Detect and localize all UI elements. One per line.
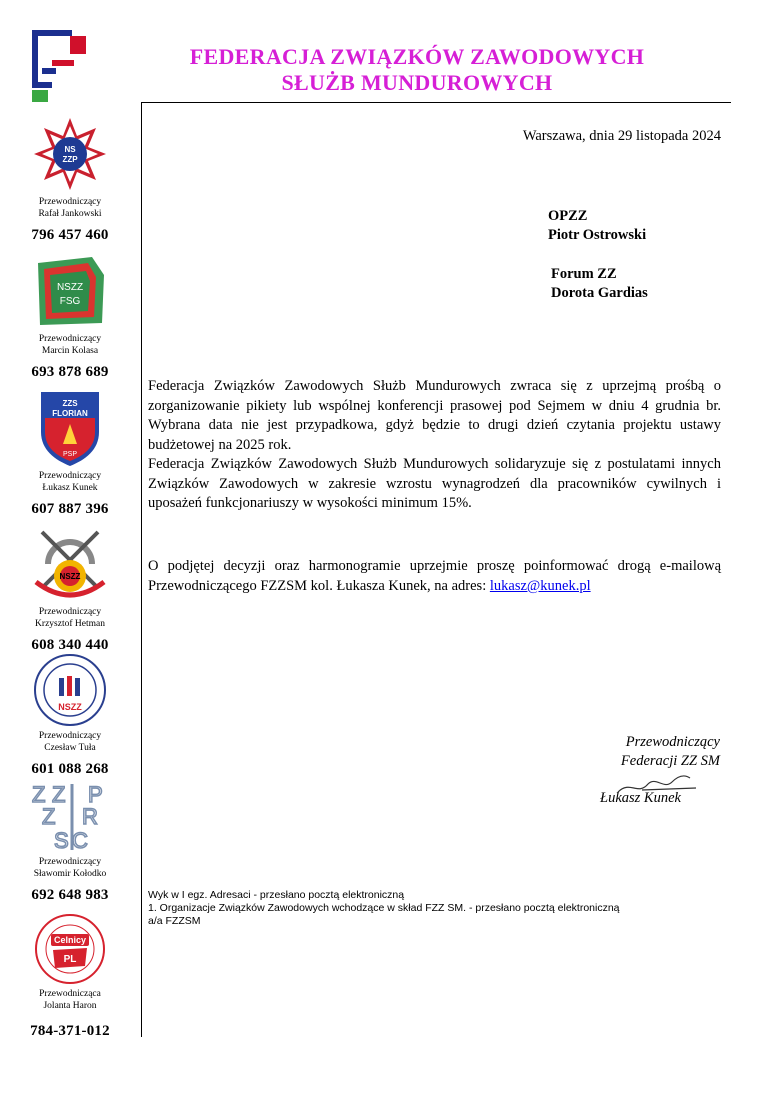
rep-name: Rafał Jankowski [38,209,102,219]
svg-text:FSG: FSG [59,296,81,307]
letter-body [148,377,721,514]
rep-role: Przewodniczący [38,731,102,741]
nszz-pracownikow-pozarnictwa-emblem-icon [28,524,112,604]
rep-phone: 692 648 983 [31,887,109,903]
nszz-funkcjonariuszy-circle-emblem-icon [31,652,109,728]
zzs-florian-shield-emblem-icon [35,388,105,468]
svg-text:PL: PL [63,954,77,965]
svg-text:P: P [88,782,103,807]
celnicy-pl-emblem-icon [33,912,107,986]
signature-name: Łukasz Kunek [600,790,681,806]
rep-role: Przewodniczący [38,607,102,617]
rep-name: Łukasz Kunek [42,483,98,493]
footer-line: a/a FZZSM [148,915,201,927]
sidebar-rep [0,388,140,518]
rep-name: Marcin Kolasa [41,346,99,356]
footer-line: Wyk w I egz. Adresaci - przesłano pocztą elektroniczną [148,889,405,901]
rep-role: Przewodniczący [38,857,102,867]
svg-text:FLORIAN: FLORIAN [52,409,88,418]
rep-role: Przewodniczący [38,471,102,481]
rep-name: Jolanta Haron [43,1001,97,1011]
rep-name: Czesław Tuła [44,743,96,753]
recipient-opzz [548,207,646,245]
letter-footer [148,889,728,928]
svg-text:ZZS: ZZS [62,399,78,408]
letter-closing [148,557,721,596]
nszzp-star-emblem-icon [32,116,108,194]
rep-phone: 608 340 440 [31,637,109,653]
sidebar-rep [0,652,140,778]
closing-text: O podjętej decyzji oraz harmonogramie uprzejmie proszę poinformować drogą e-mailową Przewodniczącego FZZSM kol. Łukasza Kunek, na adres: [148,558,721,594]
rep-name: Sławomir Kołodko [33,869,107,879]
recipient-forum-zz [551,265,648,303]
svg-text:C: C [72,828,88,853]
sidebar-rep [0,776,140,904]
signature-title: Federacji ZZ SM [620,753,720,769]
rep-phone: 784-371-012 [30,1023,110,1039]
rep-phone: 607 887 396 [31,501,109,517]
svg-text:NS: NS [64,145,76,154]
rep-phone: 601 088 268 [31,761,109,777]
rep-phone: 796 457 460 [31,227,109,243]
sidebar-divider [141,102,142,1037]
svg-text:NSZZ: NSZZ [59,572,81,581]
sidebar-rep [0,912,140,1040]
sidebar-rep [0,253,140,381]
federation-title [92,44,742,96]
svg-text:S: S [54,828,69,853]
svg-text:ZZP: ZZP [62,155,78,164]
signature-title: Przewodniczący [625,734,720,750]
federation-title-line1: FEDERACJA ZWIĄZKÓW ZAWODOWYCH [189,44,645,69]
svg-text:Z: Z [52,782,66,807]
rep-role: Przewodniczący [38,334,102,344]
zzp-zzsc-emblem-icon [26,776,114,854]
email-link[interactable]: lukasz@kunek.pl [489,577,591,594]
svg-text:NSZZ: NSZZ [56,282,84,293]
rep-role: Przewodnicząca [39,989,101,999]
svg-text:Z: Z [32,782,46,807]
signature-block [560,733,720,771]
svg-text:R: R [82,804,98,829]
recipient-name: Piotr Ostrowski [548,227,647,243]
nszz-fsg-emblem-icon [32,253,108,331]
body-paragraph: Federacja Związków Zawodowych Służb Mundurowych zwraca się z uprzejmą prośbą o zorganizowanie pikiety lub wspólnej konferencji prasowej pod Sejmem w dniu 4 grudnia br. Wybrana data nie jest przypadkowa, gdyż będzie to drugi dzień czytania projektu ustawy budżetowej na 2025 rok. [148,378,721,453]
recipient-org: OPZZ [548,208,588,224]
recipient-org: Forum ZZ [551,266,617,282]
svg-text:NSZZ: NSZZ [58,702,82,712]
svg-text:Celnicy: Celnicy [53,935,87,945]
svg-text:PSP: PSP [62,451,78,458]
sidebar [0,0,140,1099]
body-paragraph: Federacja Związków Zawodowych Służb Mundurowych solidaryzuje się z postulatami innych Związków Zawodowych w zakresie wzrostu wynagrodzeń dla pracowników cywilnych i uposażeń funkcjonariuszy w wysokości minimum 15%. [148,456,721,511]
letter-date: Warszawa, dnia 29 listopada 2024 [522,128,721,144]
federation-title-line2: SŁUŻB MUNDUROWYCH [281,70,553,95]
rep-role: Przewodniczący [38,197,102,207]
recipient-name: Dorota Gardias [551,285,648,301]
rep-phone: 693 878 689 [31,364,109,380]
sidebar-rep [0,524,140,654]
header-divider [141,102,731,103]
rep-name: Krzysztof Hetman [35,619,105,629]
footer-line: 1. Organizacje Związków Zawodowych wchodzące w skład FZZ SM. - przesłano pocztą elektroniczną [148,902,620,914]
svg-text:Z: Z [42,804,56,829]
sidebar-rep [0,116,140,244]
